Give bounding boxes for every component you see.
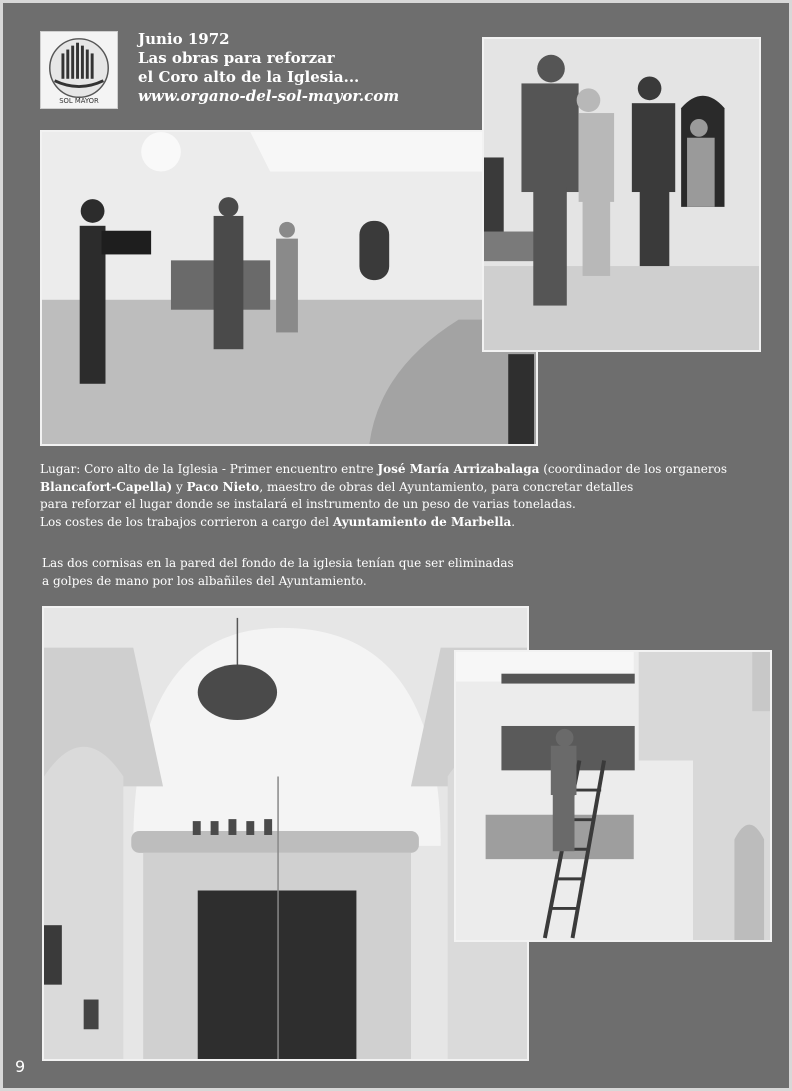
header: [138, 30, 468, 106]
caption-main-line-4: Los costes de los trabajos corrieron a cargo del Ayuntamiento de Marbella.: [40, 514, 516, 529]
caption-main: [40, 461, 760, 531]
photo-three-men-standing: [482, 37, 761, 352]
page-number: 9: [15, 1057, 26, 1076]
svg-text:SOL MAYOR: SOL MAYOR: [59, 97, 99, 106]
caption-main-line-3: para reforzar el lugar donde se instalará el instrumento de un peso de varias toneladas.: [40, 497, 576, 511]
photo-worker-on-ladder: [454, 650, 772, 942]
caption-second-line-2: a golpes de mano por los albañiles del Ayuntamiento.: [42, 573, 367, 588]
caption-second-line-1: Las dos cornisas en la pared del fondo de la iglesia tenían que ser eliminadas: [42, 556, 514, 570]
organ-pipes-logo-icon: [40, 31, 118, 109]
website-link[interactable]: www.organo-del-sol-mayor.com: [138, 87, 400, 105]
header-title-line-2: el Coro alto de la Iglesia...: [138, 68, 360, 86]
caption-main-line-1: Lugar: Coro alto de la Iglesia - Primer encuentro entre José María Arrizabalaga (coordinador de los organeros: [40, 462, 728, 476]
header-title-line-1: Las obras para reforzar: [138, 49, 335, 67]
photo-choir-loft-meeting: [40, 130, 538, 446]
caption-second: [42, 555, 602, 590]
header-date: Junio 1972: [138, 30, 230, 48]
caption-main-line-2: Blancafort-Capella) y Paco Nieto, maestro de obras del Ayuntamiento, para concretar detalles: [40, 479, 634, 494]
